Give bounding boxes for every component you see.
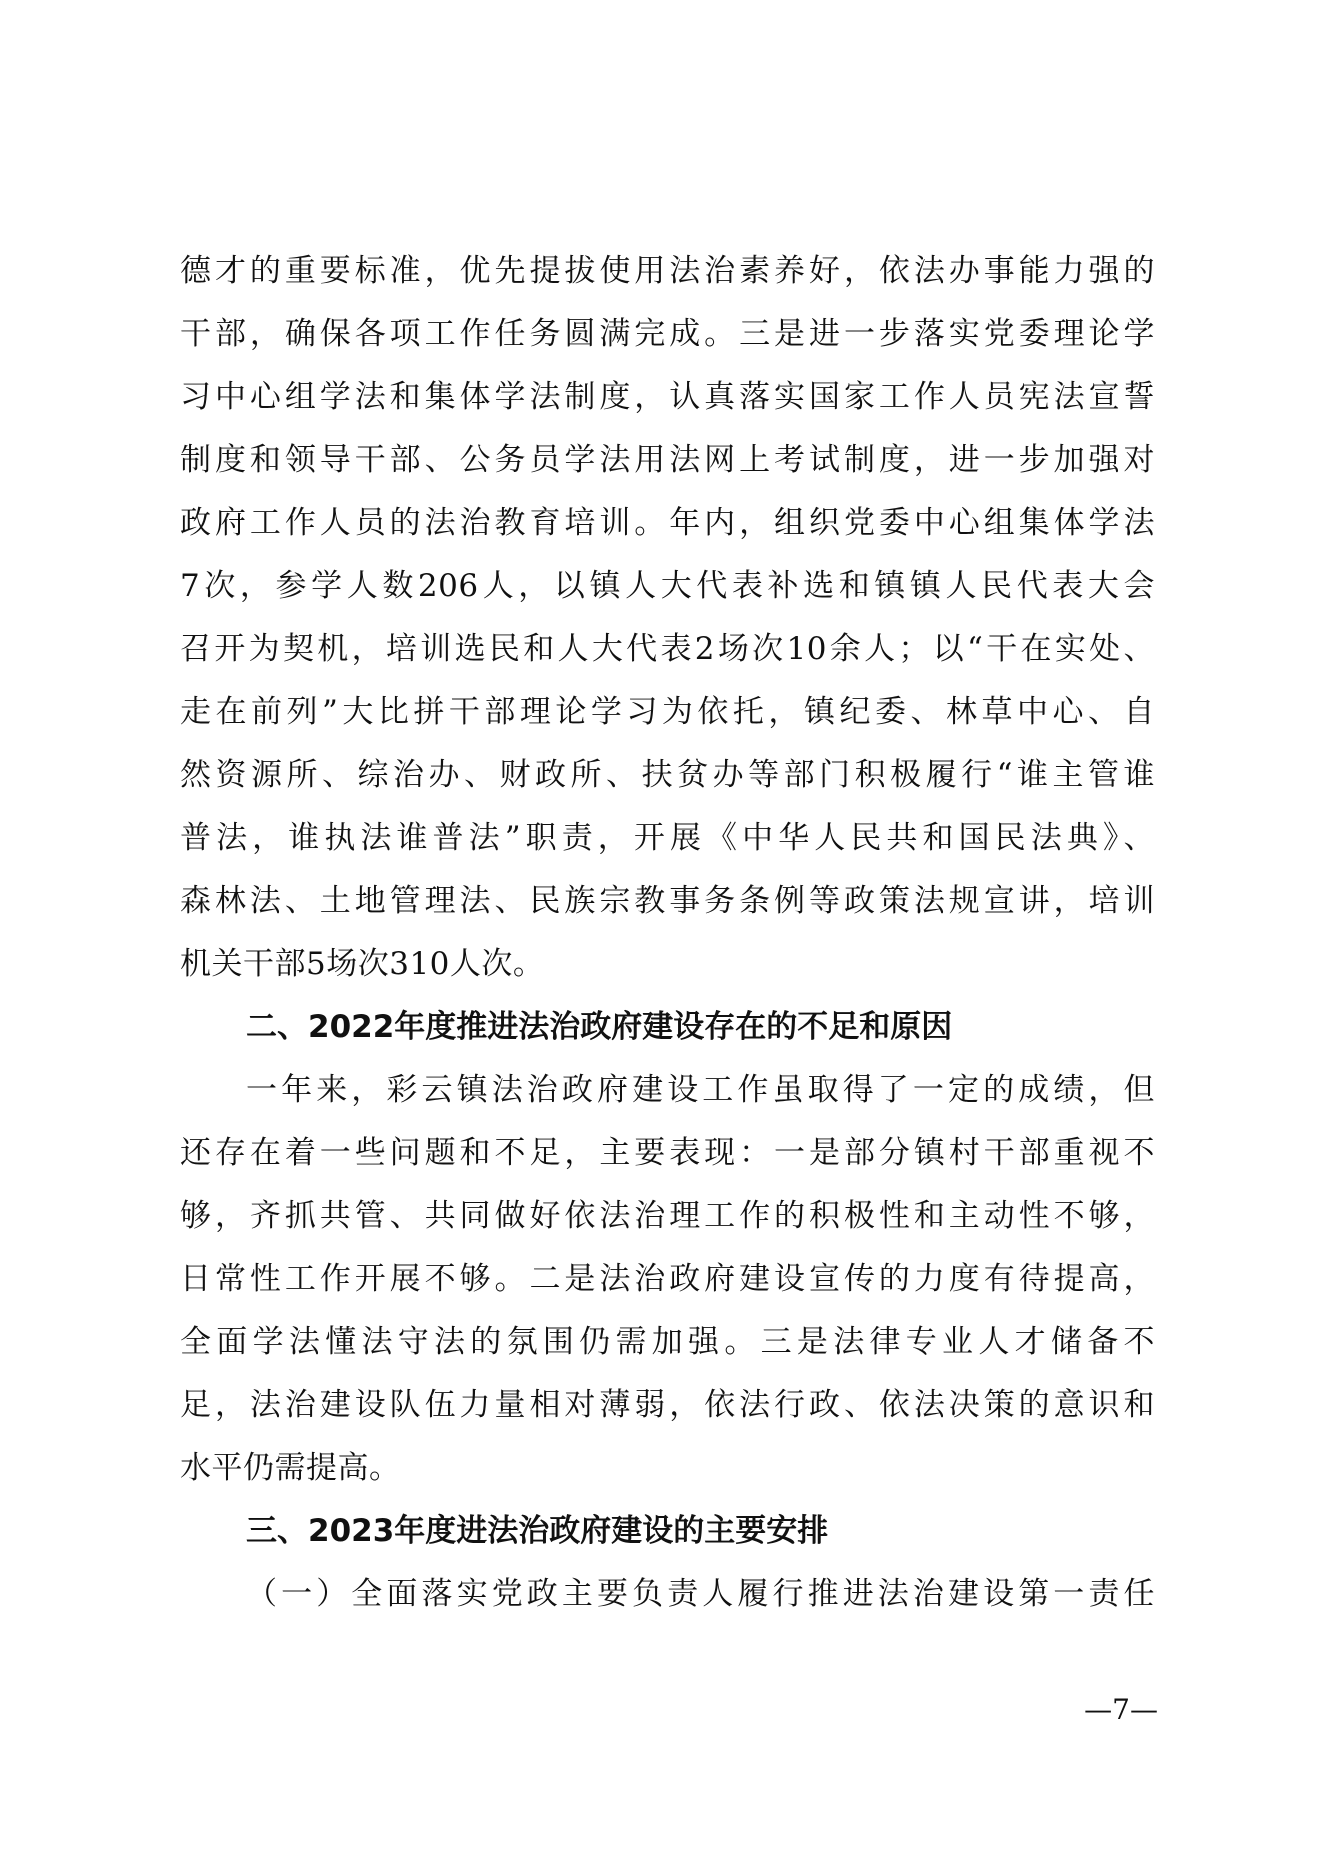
document-body <box>180 240 1155 1626</box>
text-line: （一）全面落实党政主要负责人履行推进法治建设第一责任 <box>246 1576 1155 1612</box>
text-line: 走在前列”大比拼干部理论学习为依托，镇纪委、林草中心、自 <box>180 694 1155 730</box>
text-line: 7次，参学人数206人，以镇人大代表补选和镇镇人民代表大会 <box>180 568 1155 604</box>
text-line: 日常性工作开展不够。二是法治政府建设宣传的力度有待提高， <box>180 1261 1155 1297</box>
text-line: 制度和领导干部、公务员学法用法网上考试制度，进一步加强对 <box>180 442 1155 478</box>
text-line: 一年来，彩云镇法治政府建设工作虽取得了一定的成绩，但 <box>246 1072 1155 1108</box>
text-line: 够，齐抓共管、共同做好依法治理工作的积极性和主动性不够， <box>180 1198 1155 1234</box>
text-line: 森林法、土地管理法、民族宗教事务条例等政策法规宣讲，培训 <box>180 883 1155 919</box>
page-number: —7— <box>1084 1693 1158 1726</box>
text-line: 德才的重要标准，优先提拔使用法治素养好，依法办事能力强的 <box>180 253 1155 289</box>
paragraph-1 <box>180 240 1155 996</box>
text-line: 政府工作人员的法治教育培训。年内，组织党委中心组集体学法 <box>180 505 1155 541</box>
text-line: 习中心组学法和集体学法制度，认真落实国家工作人员宪法宣誓 <box>180 379 1155 415</box>
text-line: 足，法治建设队伍力量相对薄弱，依法行政、依法决策的意识和 <box>180 1387 1155 1423</box>
section-heading-3: 三、2023年度进法治政府建设的主要安排 <box>246 1513 829 1549</box>
text-line: 还存在着一些问题和不足，主要表现：一是部分镇村干部重视不 <box>180 1135 1155 1171</box>
paragraph-2 <box>180 1059 1155 1500</box>
section-heading-2: 二、2022年度推进法治政府建设存在的不足和原因 <box>246 1009 953 1045</box>
text-line: 召开为契机，培训选民和人大代表2场次10余人；以“干在实处、 <box>180 631 1155 667</box>
paragraph-3 <box>180 1563 1155 1626</box>
text-line: 然资源所、综治办、财政所、扶贫办等部门积极履行“谁主管谁 <box>180 757 1155 793</box>
text-line: 全面学法懂法守法的氛围仍需加强。三是法律专业人才储备不 <box>180 1324 1155 1360</box>
text-line: 机关干部5场次310人次。 <box>180 946 545 982</box>
text-line: 水平仍需提高。 <box>180 1450 401 1486</box>
text-line: 普法，谁执法谁普法”职责，开展《中华人民共和国民法典》、 <box>180 820 1155 856</box>
text-line: 干部，确保各项工作任务圆满完成。三是进一步落实党委理论学 <box>180 316 1155 352</box>
